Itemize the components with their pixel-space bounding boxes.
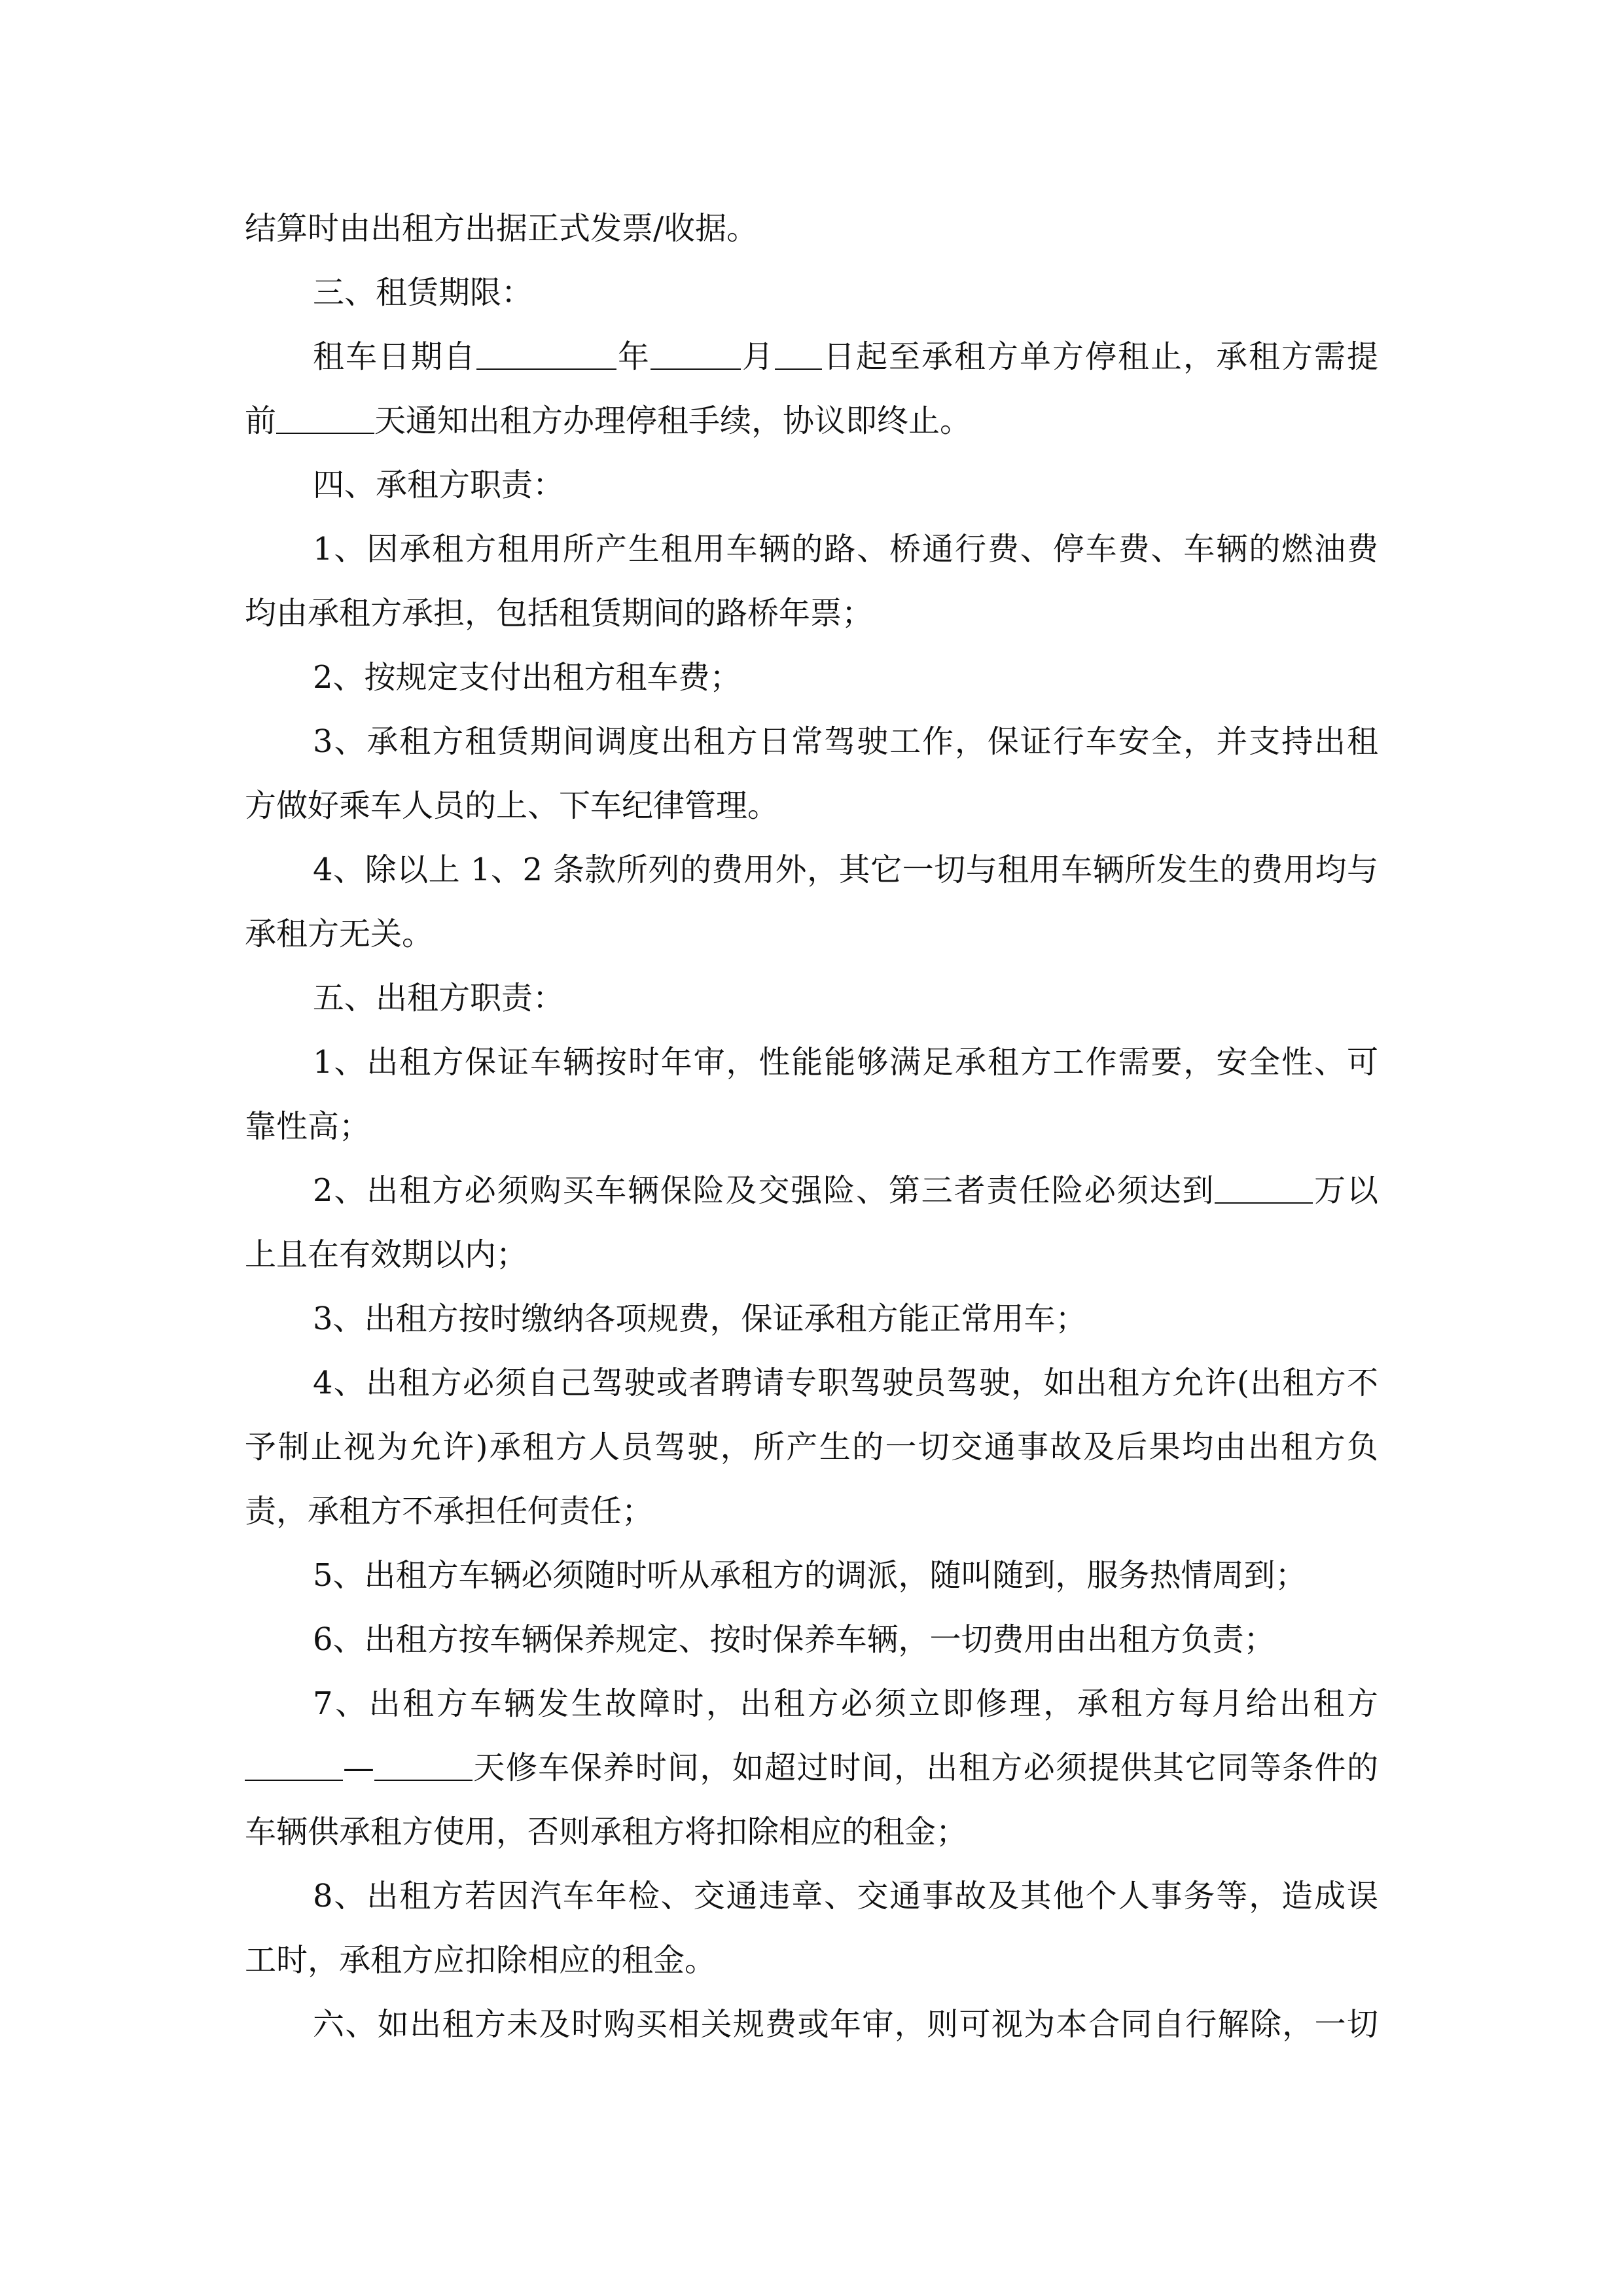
paragraph-line: 均由承租方承担，包括租赁期间的路桥年票； xyxy=(245,595,874,632)
paragraph-line: 6、出租方按车辆保养规定、按时保养车辆，一切费用由出租方负责； xyxy=(313,1621,1275,1658)
day-blank xyxy=(775,342,822,370)
notice-days-blank xyxy=(276,406,374,434)
paragraph-line: 责，承租方不承担任何责任； xyxy=(245,1493,654,1530)
insurance-unit: 万以 xyxy=(1313,1172,1378,1209)
paragraph-line: 上且在有效期以内； xyxy=(245,1236,528,1273)
paragraph-line: 承租方无关。 xyxy=(245,916,434,952)
month-blank xyxy=(651,342,741,370)
day-label-clause: 日起至承租方单方停租止，承租方需提 xyxy=(822,338,1378,375)
paragraph-line: 结算时由出租方出据正式发票/收据。 xyxy=(245,210,758,247)
paragraph-line: 4、出租方必须自己驾驶或者聘请专职驾驶员驾驶，如出租方允许(出租方不 xyxy=(313,1365,1378,1401)
notice-days-line xyxy=(245,389,1378,453)
lease-date-line xyxy=(245,325,1378,389)
section-heading-lessor-duties: 五、出租方职责： xyxy=(313,980,565,1016)
repair-days-max-blank xyxy=(374,1753,473,1781)
paragraph-line: 方做好乘车人员的上、下车纪律管理。 xyxy=(245,787,779,824)
range-dash: — xyxy=(343,1749,374,1786)
paragraph-line: 1、因承租方租用所产生租用车辆的路、桥通行费、停车费、车辆的燃油费 xyxy=(313,531,1378,567)
repair-days-min-blank xyxy=(245,1753,343,1781)
paragraph-line: 车辆供承租方使用，否则承租方将扣除相应的租金； xyxy=(245,1814,968,1850)
paragraph-line: 4、除以上 1、2 条款所列的费用外，其它一切与租用车辆所发生的费用均与 xyxy=(313,852,1378,888)
notice-prefix: 前 xyxy=(245,403,277,439)
paragraph-line: 工时，承租方应扣除相应的租金。 xyxy=(245,1942,717,1979)
year-blank xyxy=(476,342,616,370)
paragraph-line: 予制止视为允许)承租方人员驾驶，所产生的一切交通事故及后果均由出租方负 xyxy=(245,1429,1378,1465)
paragraph-line: 3、承租方租赁期间调度出租方日常驾驶工作，保证行车安全，并支持出租 xyxy=(313,723,1378,760)
insurance-clause: 2、出租方必须购买车辆保险及交强险、第三者责任险必须达到 xyxy=(313,1172,1215,1209)
paragraph-line: 5、出租方车辆必须随时听从承租方的调派，随叫随到，服务热情周到； xyxy=(313,1557,1307,1594)
paragraph-line: 8、出租方若因汽车年检、交通违章、交通事故及其他个人事务等，造成误 xyxy=(313,1878,1378,1914)
paragraph-line: 2、按规定支付出租方租车费； xyxy=(313,659,741,696)
paragraph-line: 1、出租方保证车辆按时年审，性能能够满足承租方工作需要，安全性、可 xyxy=(313,1044,1378,1081)
insurance-amount-blank xyxy=(1215,1176,1313,1204)
section-heading-lease-term: 三、租赁期限： xyxy=(313,274,533,311)
paragraph-line: 3、出租方按时缴纳各项规费，保证承租方能正常用车； xyxy=(313,1300,1087,1337)
paragraph-line: 靠性高； xyxy=(245,1108,371,1145)
repair-clause: 天修车保养时间，如超过时间，出租方必须提供其它同等条件的 xyxy=(473,1749,1378,1786)
section-heading-termination: 六、如出租方未及时购买相关规费或年审，则可视为本合同自行解除，一切 xyxy=(313,2006,1378,2043)
paragraph-line: 7、出租方车辆发生故障时，出租方必须立即修理，承租方每月给出租方 xyxy=(313,1685,1378,1722)
section-heading-lessee-duties: 四、承租方职责： xyxy=(313,467,565,503)
lease-date-prefix: 租车日期自 xyxy=(313,338,476,375)
repair-days-line xyxy=(245,1736,1378,1800)
insurance-amount-line xyxy=(245,1158,1378,1223)
contract-page xyxy=(245,196,1378,2056)
notice-suffix: 天通知出租方办理停租手续，协议即终止。 xyxy=(374,403,972,439)
year-label: 年 xyxy=(616,338,651,375)
month-label: 月 xyxy=(741,338,775,375)
